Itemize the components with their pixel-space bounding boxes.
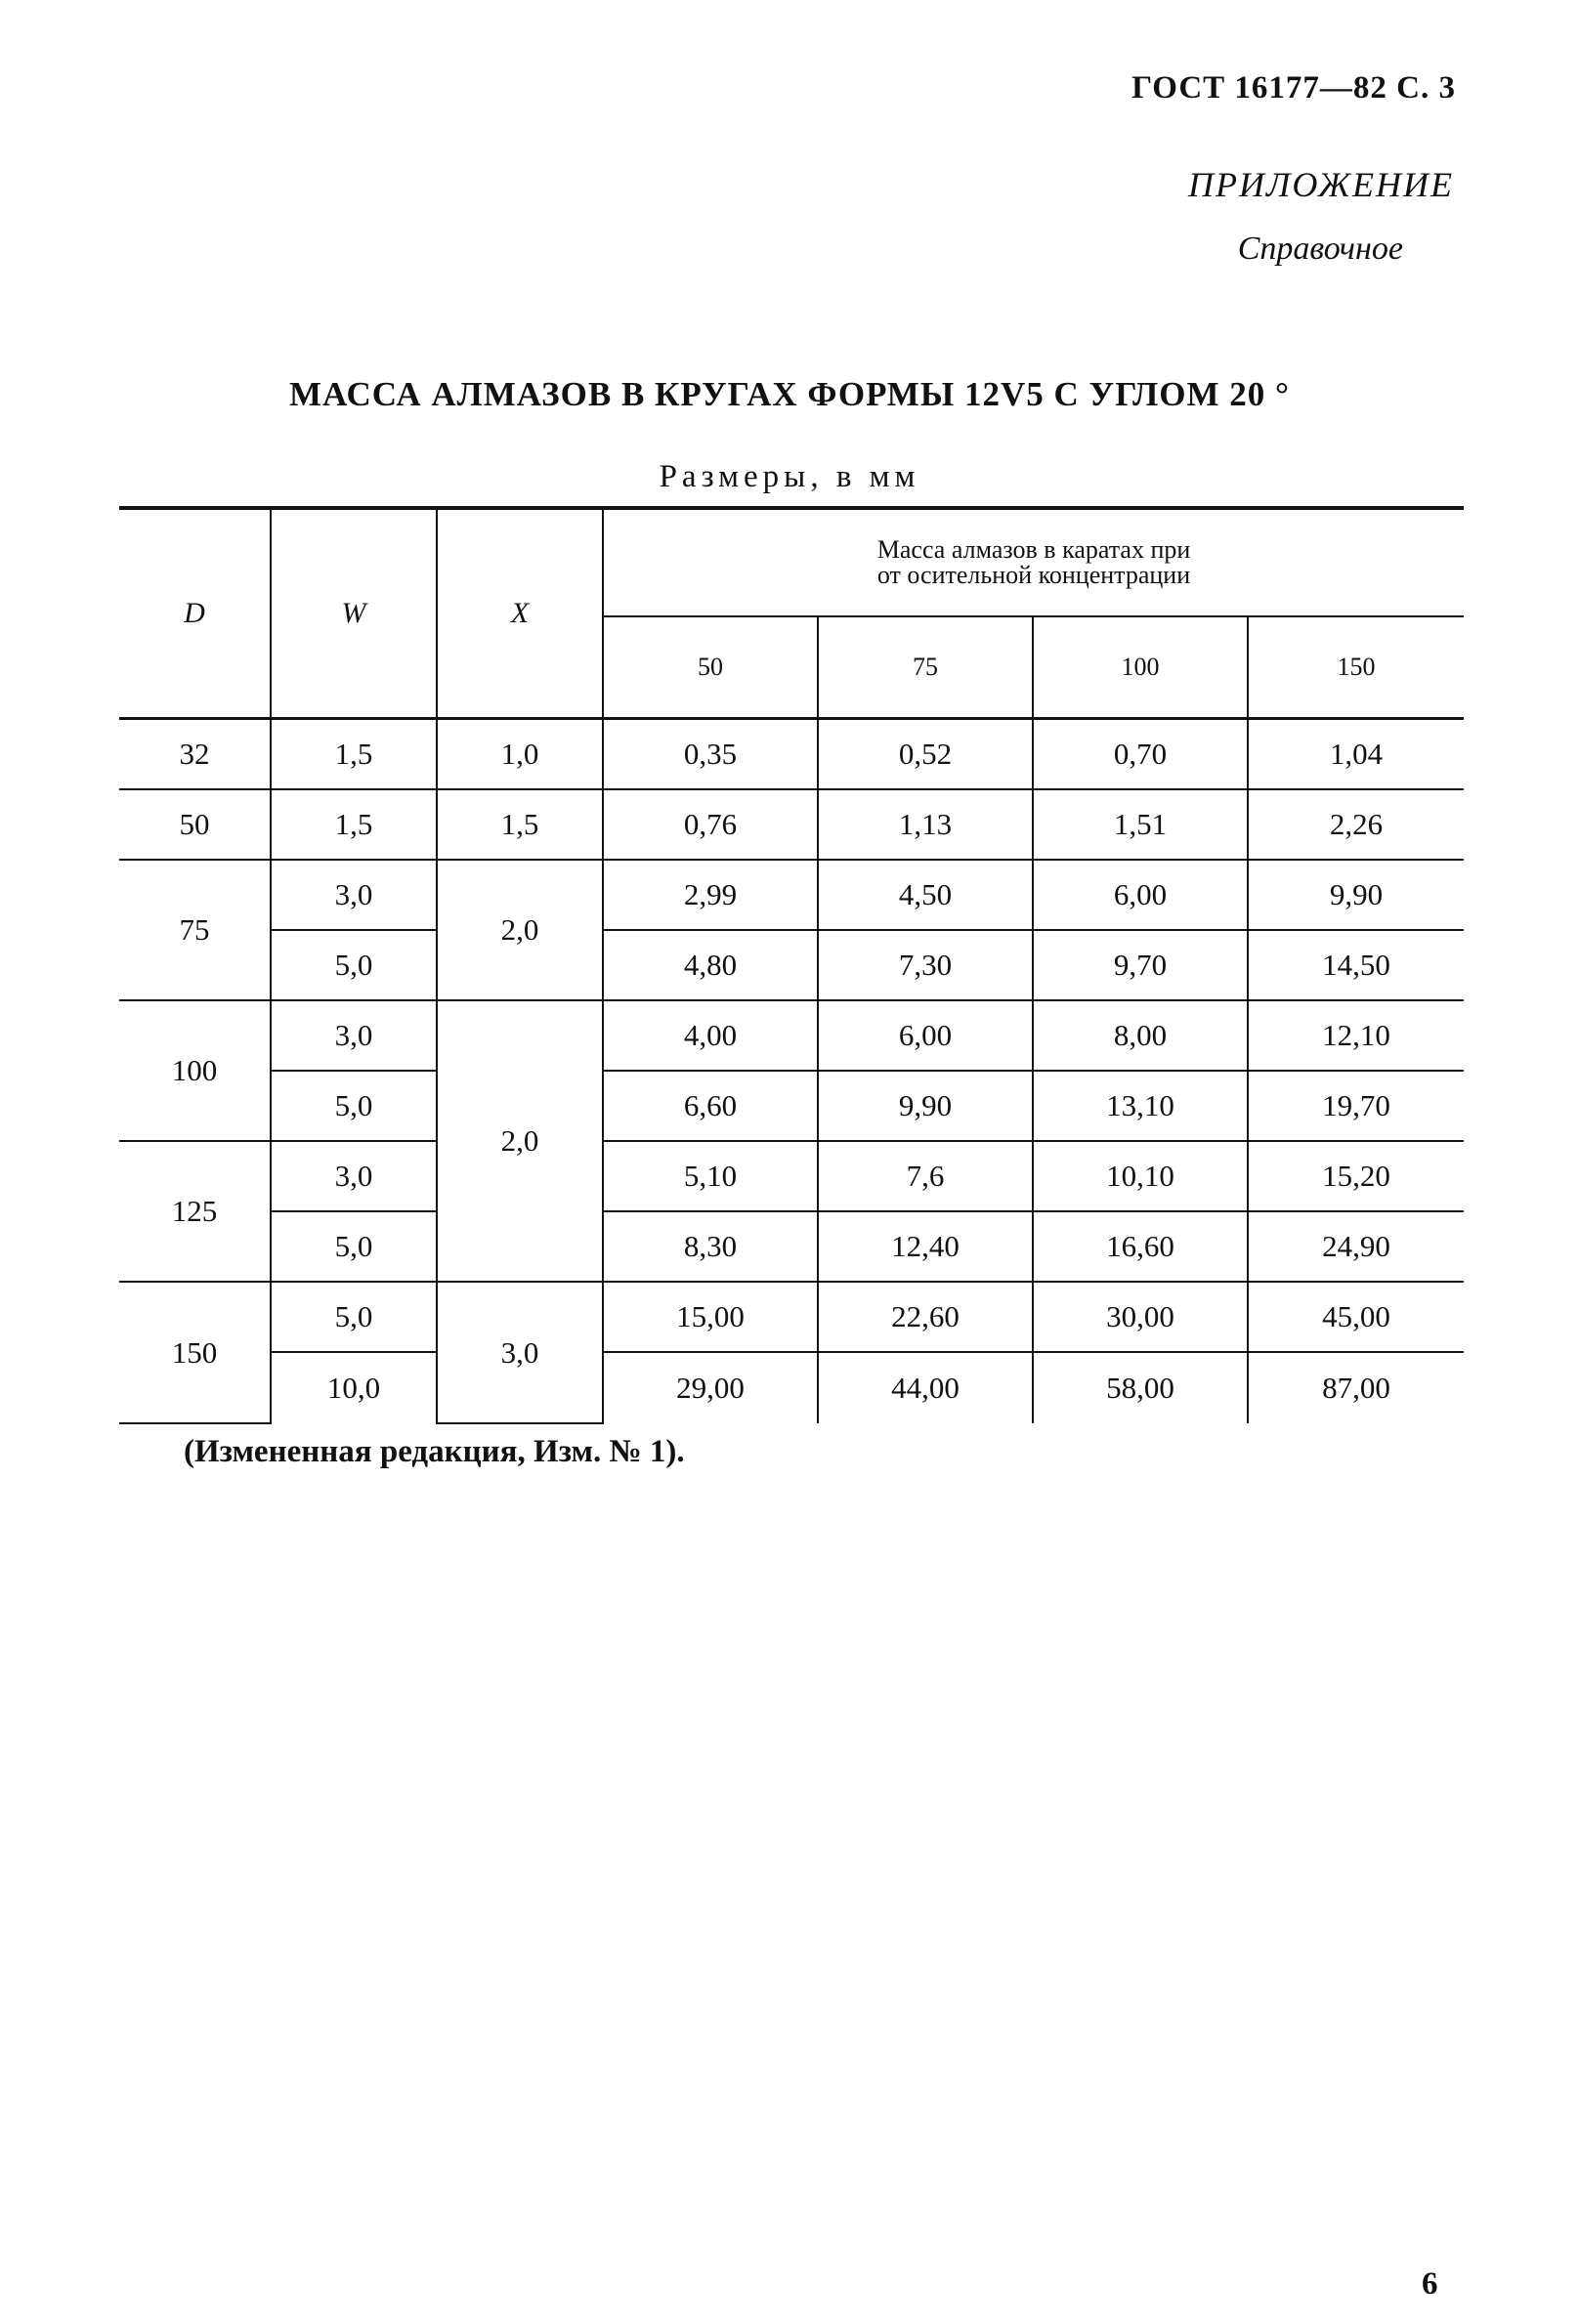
cell-mass-100: 30,00 bbox=[1033, 1282, 1248, 1352]
cell-mass-50: 8,30 bbox=[603, 1211, 818, 1282]
col-header-conc-75: 75 bbox=[818, 616, 1033, 719]
cell-mass-100: 9,70 bbox=[1033, 930, 1248, 1000]
cell-mass-50: 0,76 bbox=[603, 789, 818, 860]
cell-mass-100: 13,10 bbox=[1033, 1071, 1248, 1141]
cell-w: 1,5 bbox=[271, 789, 437, 860]
cell-d: 150 bbox=[119, 1282, 271, 1423]
table-row bbox=[119, 930, 1464, 1000]
cell-w: 5,0 bbox=[271, 1211, 437, 1282]
cell-d: 75 bbox=[119, 860, 271, 1000]
cell-x: 1,5 bbox=[437, 789, 603, 860]
table-row bbox=[119, 1352, 1464, 1423]
appendix-label: ПРИЛОЖЕНИЕ bbox=[1188, 165, 1454, 204]
cell-mass-75: 9,90 bbox=[818, 1071, 1033, 1141]
table-row bbox=[119, 719, 1464, 790]
cell-mass-50: 4,00 bbox=[603, 1000, 818, 1071]
cell-mass-150: 1,04 bbox=[1248, 719, 1464, 790]
cell-d: 125 bbox=[119, 1141, 271, 1282]
cell-mass-50: 0,35 bbox=[603, 719, 818, 790]
cell-w: 3,0 bbox=[271, 1000, 437, 1071]
cell-d: 100 bbox=[119, 1000, 271, 1141]
cell-w: 1,5 bbox=[271, 719, 437, 790]
table-row bbox=[119, 1141, 1464, 1211]
mass-header-line1: Масса алмазов в каратах при bbox=[876, 535, 1191, 564]
cell-x: 1,0 bbox=[437, 719, 603, 790]
cell-mass-150: 45,00 bbox=[1248, 1282, 1464, 1352]
cell-w: 5,0 bbox=[271, 930, 437, 1000]
cell-x: 2,0 bbox=[437, 860, 603, 1000]
cell-mass-100: 0,70 bbox=[1033, 719, 1248, 790]
table-row bbox=[119, 1071, 1464, 1141]
cell-w: 10,0 bbox=[271, 1352, 437, 1423]
cell-x: 3,0 bbox=[437, 1282, 603, 1423]
cell-x: 2,0 bbox=[437, 1000, 603, 1282]
cell-mass-75: 4,50 bbox=[818, 860, 1033, 930]
col-header-w: W bbox=[271, 508, 437, 719]
col-header-x: X bbox=[437, 508, 603, 719]
col-header-conc-100: 100 bbox=[1033, 616, 1248, 719]
cell-mass-150: 24,90 bbox=[1248, 1211, 1464, 1282]
cell-mass-75: 12,40 bbox=[818, 1211, 1033, 1282]
cell-mass-150: 9,90 bbox=[1248, 860, 1464, 930]
cell-mass-50: 29,00 bbox=[603, 1352, 818, 1423]
table-row bbox=[119, 1211, 1464, 1282]
cell-mass-100: 6,00 bbox=[1033, 860, 1248, 930]
cell-mass-150: 12,10 bbox=[1248, 1000, 1464, 1071]
document-code: ГОСТ 16177—82 С. 3 bbox=[1131, 70, 1456, 106]
cell-mass-50: 4,80 bbox=[603, 930, 818, 1000]
cell-mass-75: 22,60 bbox=[818, 1282, 1033, 1352]
cell-mass-150: 2,26 bbox=[1248, 789, 1464, 860]
table-row bbox=[119, 1282, 1464, 1352]
cell-mass-50: 15,00 bbox=[603, 1282, 818, 1352]
mass-header-line2: от осительной концентрации bbox=[876, 561, 1191, 589]
cell-mass-150: 19,70 bbox=[1248, 1071, 1464, 1141]
cell-mass-75: 44,00 bbox=[818, 1352, 1033, 1423]
header-row bbox=[119, 508, 1464, 616]
units-note: Размеры, в мм bbox=[659, 459, 920, 494]
cell-d: 32 bbox=[119, 719, 271, 790]
cell-mass-100: 1,51 bbox=[1033, 789, 1248, 860]
table-row bbox=[119, 789, 1464, 860]
diamond-mass-table bbox=[119, 506, 1464, 1424]
cell-w: 5,0 bbox=[271, 1071, 437, 1141]
cell-mass-50: 2,99 bbox=[603, 860, 818, 930]
cell-mass-150: 87,00 bbox=[1248, 1352, 1464, 1423]
cell-w: 5,0 bbox=[271, 1282, 437, 1352]
table-row bbox=[119, 1000, 1464, 1071]
cell-mass-75: 7,6 bbox=[818, 1141, 1033, 1211]
table-row bbox=[119, 860, 1464, 930]
amendment-note: (Измененная редакция, Изм. № 1). bbox=[184, 1434, 685, 1469]
cell-mass-100: 10,10 bbox=[1033, 1141, 1248, 1211]
cell-mass-50: 5,10 bbox=[603, 1141, 818, 1211]
col-header-conc-50: 50 bbox=[603, 616, 818, 719]
cell-mass-75: 0,52 bbox=[818, 719, 1033, 790]
cell-mass-75: 1,13 bbox=[818, 789, 1033, 860]
col-header-conc-150: 150 bbox=[1248, 616, 1464, 719]
table-title: МАССА АЛМАЗОВ В КРУГАХ ФОРМЫ 12V5 С УГЛОМ 20 ° bbox=[288, 375, 1291, 413]
cell-w: 3,0 bbox=[271, 860, 437, 930]
cell-d: 50 bbox=[119, 789, 271, 860]
cell-mass-100: 8,00 bbox=[1033, 1000, 1248, 1071]
cell-mass-100: 58,00 bbox=[1033, 1352, 1248, 1423]
cell-mass-150: 14,50 bbox=[1248, 930, 1464, 1000]
page-number: 6 bbox=[1422, 2266, 1438, 2302]
cell-mass-150: 15,20 bbox=[1248, 1141, 1464, 1211]
appendix-type: Справочное bbox=[1237, 231, 1403, 267]
col-header-mass bbox=[603, 508, 1464, 616]
cell-mass-50: 6,60 bbox=[603, 1071, 818, 1141]
col-header-d: D bbox=[119, 508, 271, 719]
cell-mass-75: 6,00 bbox=[818, 1000, 1033, 1071]
cell-w: 3,0 bbox=[271, 1141, 437, 1211]
cell-mass-100: 16,60 bbox=[1033, 1211, 1248, 1282]
cell-mass-75: 7,30 bbox=[818, 930, 1033, 1000]
